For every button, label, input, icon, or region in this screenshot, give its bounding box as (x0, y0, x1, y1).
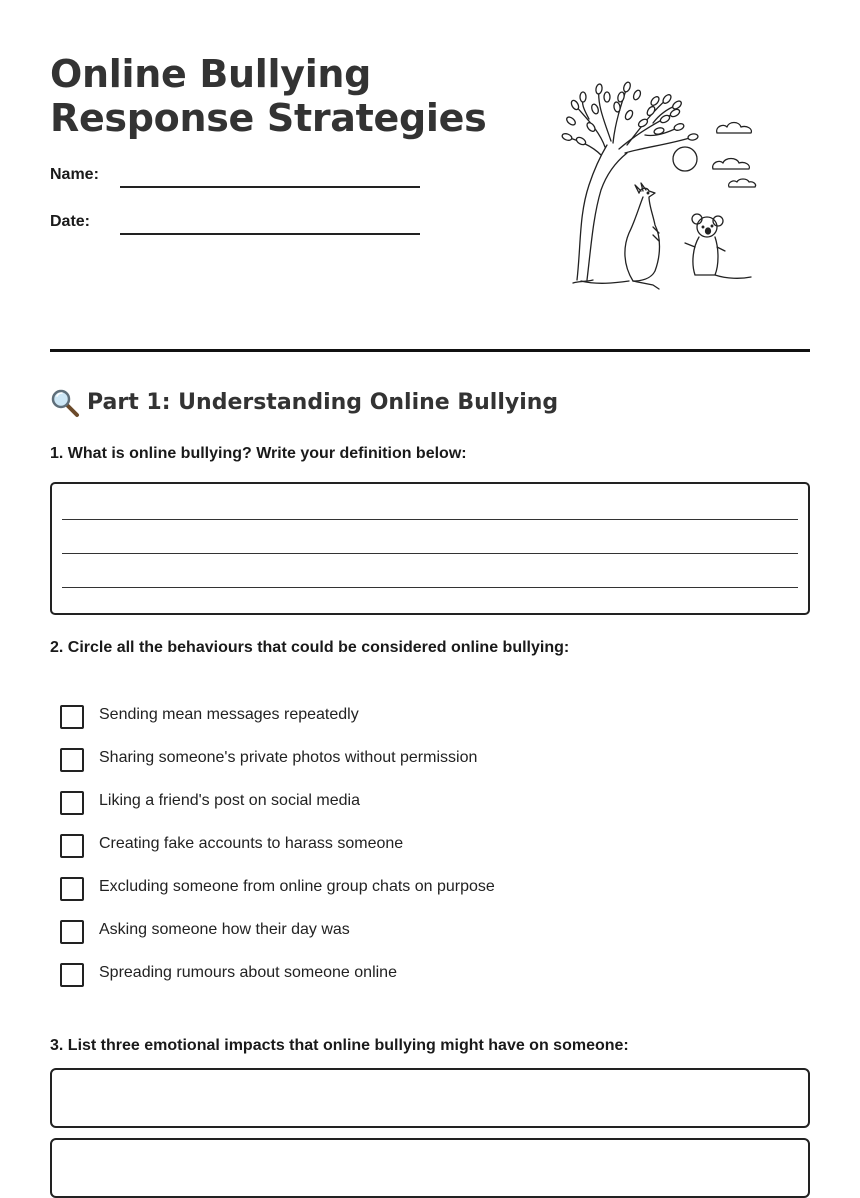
name-line[interactable] (120, 186, 420, 188)
header-divider (50, 349, 810, 352)
question-2: 2. Circle all the behaviours that could be considered online bullying: (50, 639, 570, 656)
name-field[interactable] (50, 165, 420, 195)
checklist-item[interactable] (60, 872, 495, 915)
checklist-item[interactable] (60, 958, 495, 1001)
checkbox[interactable] (60, 920, 84, 944)
date-field[interactable] (50, 212, 420, 242)
checklist-item-label: Sending mean messages repeatedly (99, 706, 359, 723)
definition-answer-box[interactable] (50, 482, 810, 615)
name-label: Name: (50, 166, 99, 183)
page-title (50, 52, 486, 140)
checkbox[interactable] (60, 791, 84, 815)
checklist-item[interactable] (60, 829, 495, 872)
date-label: Date: (50, 213, 91, 230)
checkbox[interactable] (60, 705, 84, 729)
question-3: 3. List three emotional impacts that online bullying might have on someone: (50, 1037, 629, 1054)
checklist-item-label: Spreading rumours about someone online (99, 964, 397, 981)
writing-line (62, 587, 798, 588)
date-line[interactable] (120, 233, 420, 235)
checklist-item-label: Excluding someone from online group chats on purpose (99, 878, 495, 895)
checklist-item[interactable] (60, 700, 495, 743)
section-title-text: Part 1: Understanding Online Bullying (87, 390, 559, 415)
checklist-item-label: Sharing someone's private photos without permission (99, 749, 478, 766)
checkbox[interactable] (60, 877, 84, 901)
checkbox[interactable] (60, 834, 84, 858)
title-line-1: Online Bullying (50, 52, 372, 96)
checklist-item-label: Creating fake accounts to harass someone (99, 835, 404, 852)
checklist-item[interactable] (60, 786, 495, 829)
checklist-item[interactable] (60, 915, 495, 958)
impact-answer-box-2[interactable] (50, 1138, 810, 1198)
checkbox[interactable] (60, 748, 84, 772)
question-1: 1. What is online bullying? Write your definition below: (50, 445, 467, 462)
checklist-item-label: Asking someone how their day was (99, 921, 350, 938)
writing-line (62, 519, 798, 520)
writing-line (62, 553, 798, 554)
impact-answer-box-1[interactable] (50, 1068, 810, 1128)
kangaroo-koala-tree-illustration (555, 75, 770, 300)
behaviour-checklist (60, 700, 495, 1001)
section-title-part-1 (50, 386, 558, 420)
checklist-item-label: Liking a friend's post on social media (99, 792, 360, 809)
title-line-2: Response Strategies (50, 96, 487, 140)
magnifying-glass-icon (50, 388, 80, 418)
checklist-item[interactable] (60, 743, 495, 786)
checkbox[interactable] (60, 963, 84, 987)
